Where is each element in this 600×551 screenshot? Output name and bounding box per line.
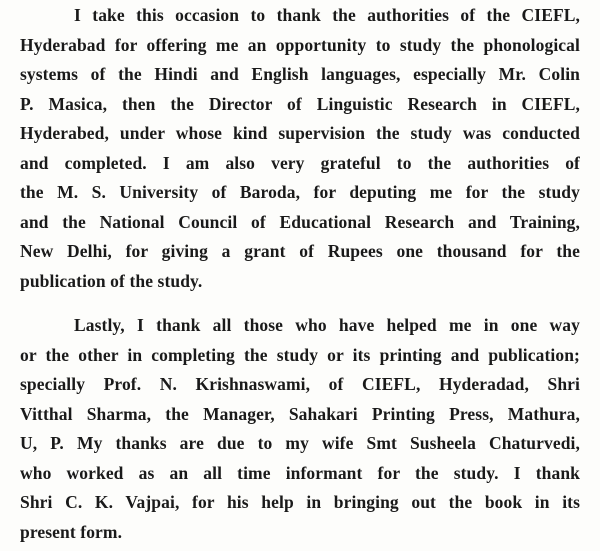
text-line: and completed. I am also very grateful to the authorities of	[20, 153, 580, 173]
text-line: Shri C. K. Vajpai, for his help in bringing out the book in its	[20, 492, 580, 512]
text-line: or the other in completing the study or its printing and publication;	[20, 345, 580, 365]
text-line: who worked as an all time informant for the study. I thank	[20, 463, 580, 483]
text-line: and the National Council of Educational Research and Training,	[20, 212, 580, 232]
text-line: I take this occasion to thank the authorities of the CIEFL,	[74, 5, 580, 25]
text-line: P. Masica, then the Director of Linguistic Research in CIEFL,	[20, 94, 580, 114]
text-line: U, P. My thanks are due to my wife Smt Susheela Chaturvedi,	[20, 433, 580, 453]
text-line: specially Prof. N. Krishnaswami, of CIEFL, Hyderadad, Shri	[20, 374, 580, 394]
text-line: New Delhi, for giving a grant of Rupees one thousand for the	[20, 241, 580, 261]
text-line: present form.	[20, 522, 123, 542]
text-line: publication of the study.	[20, 271, 203, 291]
text-line: the M. S. University of Baroda, for deputing me for the study	[20, 182, 580, 202]
text-line: Lastly, I thank all those who have helped me in one way	[74, 315, 580, 335]
text-line: Hyderabed, under whose kind supervision the study was conducted	[20, 123, 580, 143]
text-line: Hyderabad for offering me an opportunity to study the phonological	[20, 35, 580, 55]
text-line: systems of the Hindi and English languages, especially Mr. Colin	[20, 64, 580, 84]
text-line: Vitthal Sharma, the Manager, Sahakari Printing Press, Mathura,	[20, 404, 580, 424]
